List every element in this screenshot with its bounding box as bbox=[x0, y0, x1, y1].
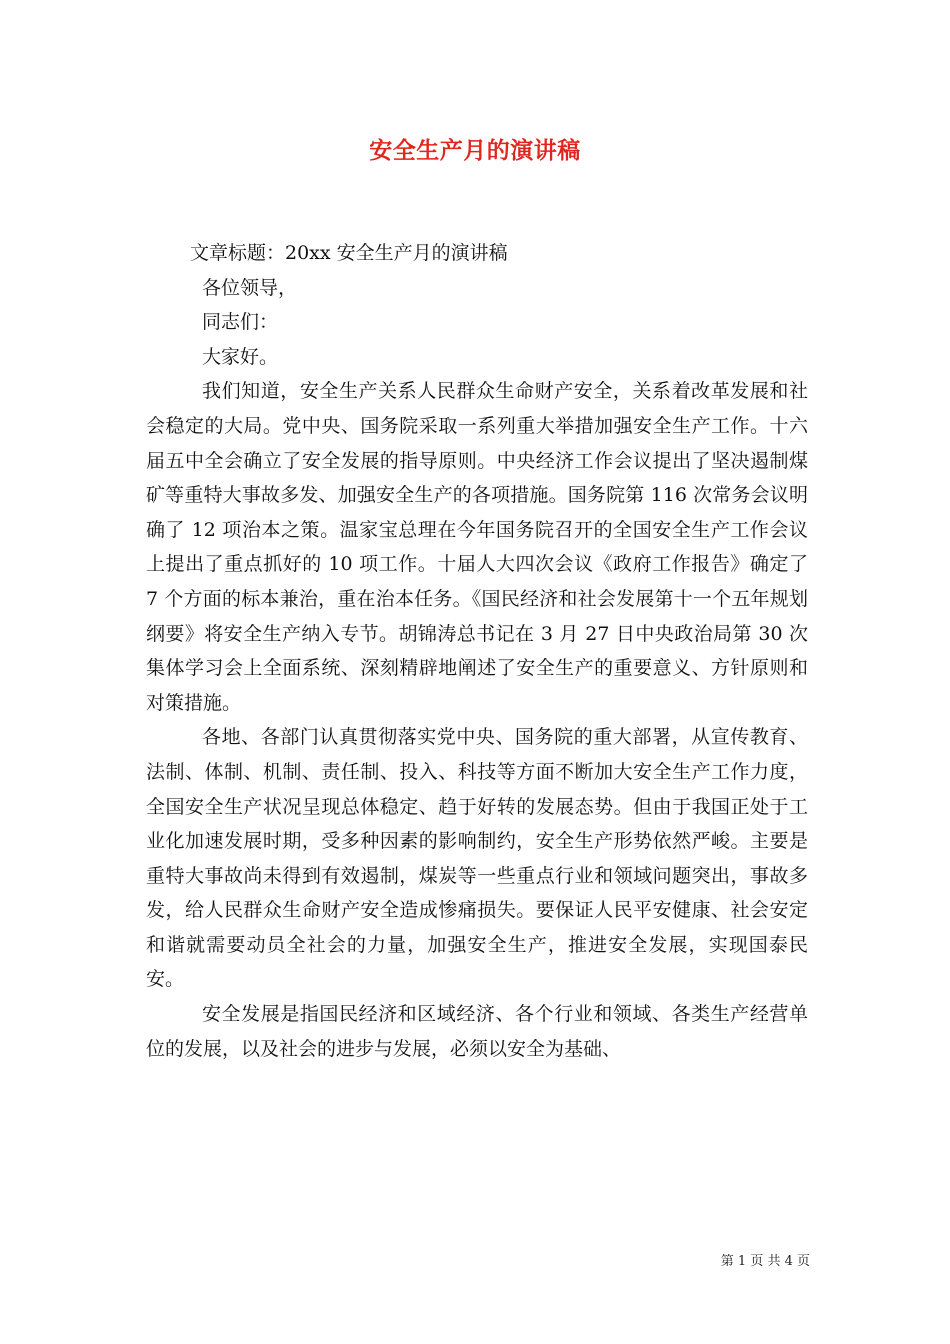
greeting: 大家好。 bbox=[202, 345, 279, 368]
salutation-leaders: 各位领导， bbox=[202, 276, 298, 299]
paragraph: 安全发展是指国民经济和区域经济、各个行业和领域、各类生产经营单位的发展，以及社会的进步与发展，必须以安全为基础、 bbox=[146, 1003, 808, 1060]
paragraph: 各地、各部门认真贯彻落实党中央、国务院的重大部署，从宣传教育、法制、体制、机制、责任制、投入、科技等方面不断加大安全生产工作力度，全国安全生产状况呈现总体稳定、趋于好转的发展态势。但由于我国正处于工业化加速发展时期，受多种因素的影响制约，安全生产形势依然严峻。主要是重特大事故尚未得到有效遏制，煤炭等一些重点行业和领域问题突出，事故多发，给人民群众生命财产安全造成惨痛损失。要保证人民平安健康、社会安定和谐就需要动员全社会的力量，加强安全生产，推进安全发展，实现国泰民安。 bbox=[146, 726, 808, 991]
document-title: 安全生产月的演讲稿 bbox=[369, 137, 581, 164]
article-title-line: 文章标题：20xx 安全生产月的演讲稿 bbox=[190, 242, 508, 264]
salutation-comrades: 同志们： bbox=[202, 311, 279, 334]
page-number: 第 1 页 共 4 页 bbox=[720, 1254, 810, 1269]
document-body bbox=[146, 236, 808, 1066]
paragraph: 我们知道，安全生产关系人民群众生命财产安全，关系着改革发展和社会稳定的大局。党中央、国务院采取一系列重大举措加强安全生产工作。十六届五中全会确立了安全发展的指导原则。中央经济工作会议提出了坚决遏制煤矿等重特大事故多发、加强安全生产的各项措施。国务院第 116 次常务会议明确了 12 项治本之策。温家宝总理在今年国务院召开的全国安全生产工作会议上提出了重点抓好的 10 项工作。十届人大四次会议《政府工作报告》确定了 7 个方面的标本兼治，重在治本任务。《国民经济和社会发展第十一个五年规划纲要》将安全生产纳入专节。胡锦涛总书记在 3 月 27 日中央政治局第 30 次集体学习会上全面系统、深刻精辟地阐述了安全生产的重要意义、方针原则和对策措施。 bbox=[146, 380, 808, 714]
